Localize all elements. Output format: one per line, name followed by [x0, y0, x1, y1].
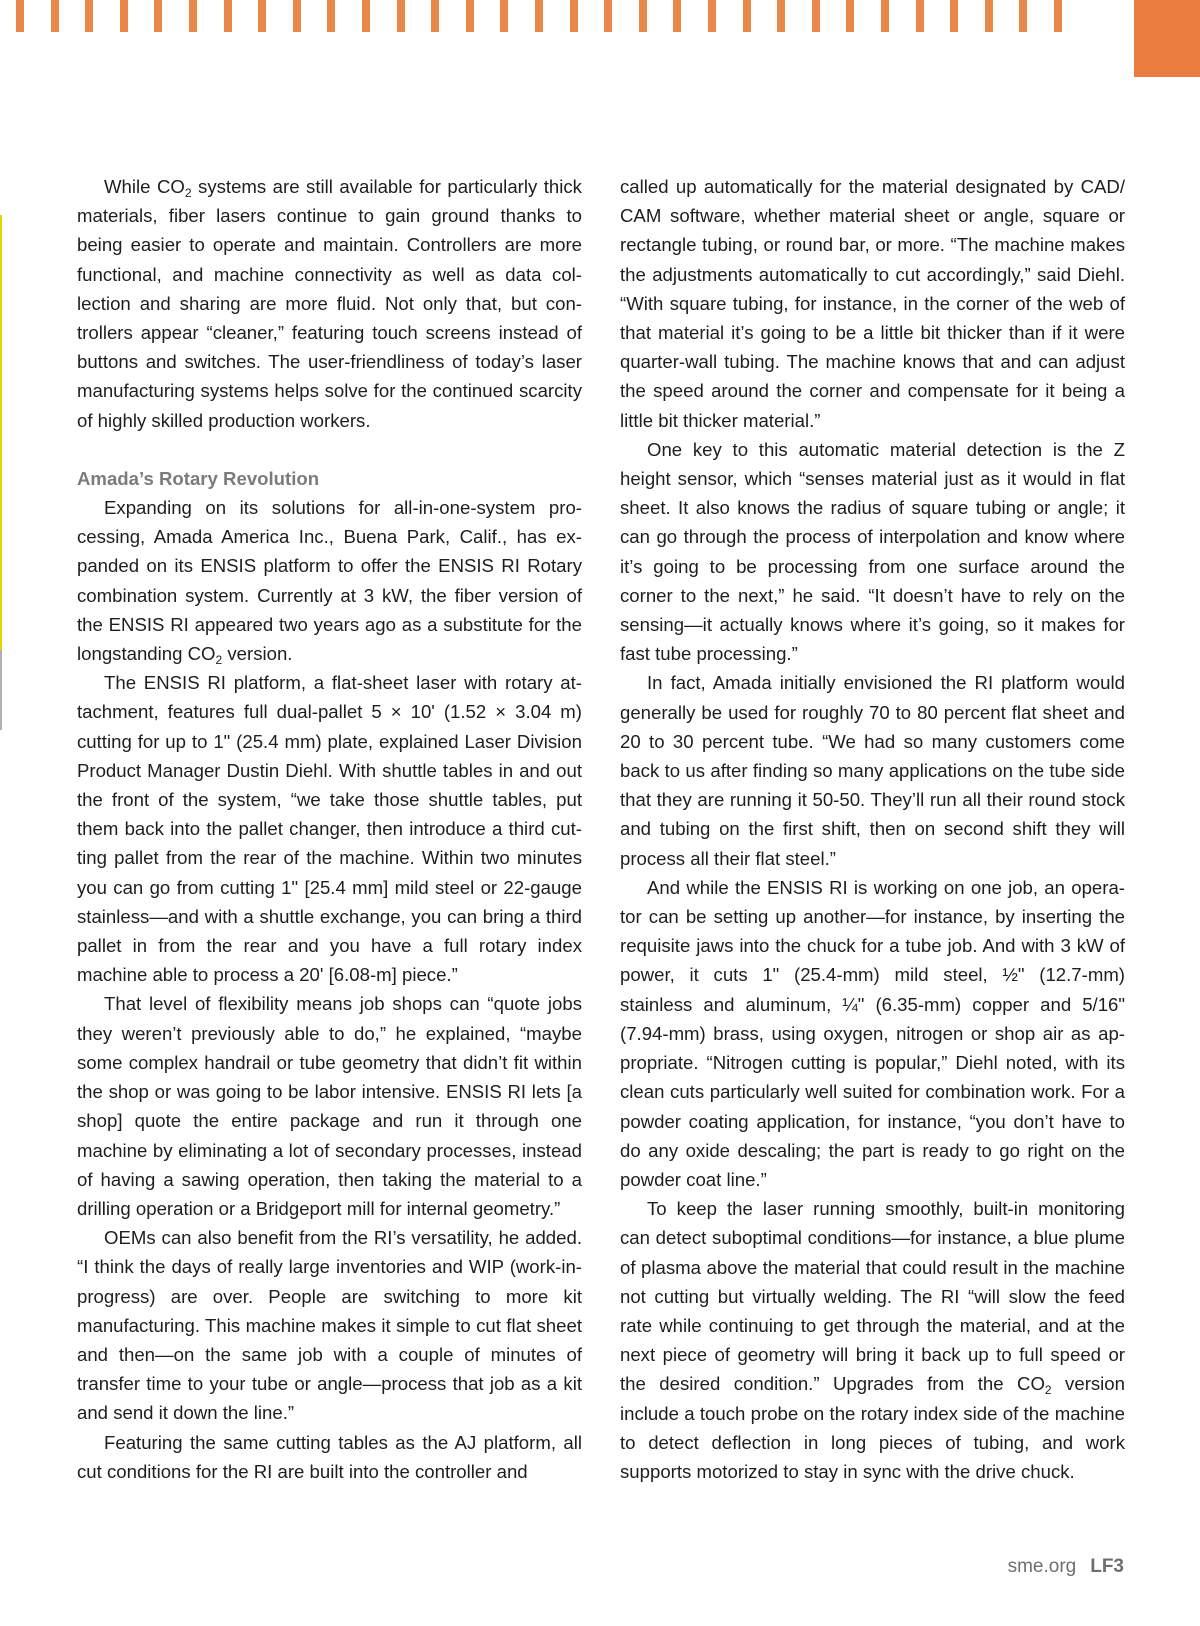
tick-mark [708, 0, 716, 32]
tick-mark [397, 0, 405, 32]
tick-mark [639, 0, 647, 32]
tick-mark [362, 0, 370, 32]
tick-mark [777, 0, 785, 32]
tick-mark [1054, 0, 1062, 32]
paragraph: OEMs can also benefit from the RI’s versatility, he added. “I think the days of really large inventories and WIP (work-in-progress) are over. People are switching to more kit manufacturing. This machine makes it simple to cut flat sheet and then—on the same job with a couple of minutes of transfer time to your tube or angle—process that job as a kit and send it down the line.” [77, 1227, 582, 1424]
tick-mark [189, 0, 197, 32]
tick-mark [985, 0, 993, 32]
paragraph: Featuring the same cutting tables as the AJ platform, all cut conditions for the RI are built into the controller and [77, 1431, 582, 1482]
tick-mark [812, 0, 820, 32]
paragraph: To keep the laser running smoothly, built-in monitoring can detect suboptimal conditions—for instance, a blue plume of plasma above the material that could result in the machine not cutting but virtually welding. The RI “will slow the feed rate while continuing to get through the material, and at the next piece of geometry will bring it back up to full speed or the desired condition.” Upgrades from the $CO_2$ version include a touch probe on the rotary index side of the machine to detect deflection in long pieces of tubing, and work supports motorized to stay in sync with the drive chuck. [620, 1198, 1125, 1482]
tick-mark [327, 0, 335, 32]
tick-mark [500, 0, 508, 32]
paragraph: Expanding on its solutions for all-in-one-system processing, Amada America Inc., Buena Park, Calif., has expanded on its ENSIS platform to offer the ENSIS RI Rotary combination system. Currently at 3 kW, the fiber version of the ENSIS RI appeared two years ago as a substitute for the longstanding $CO_2$ version. [77, 497, 582, 668]
paragraph: While $CO_2$ systems are still available for particularly thick materials, fiber lasers continue to gain ground thanks to being easier to operate and maintain. Controllers are more functional, and machine connectivity as well as data collection and sharing are more fluid. Not only that, but controllers appear “cleaner,” featuring touch screens instead of buttons and switches. The user-friendliness of today’s laser manufacturing systems helps solve for the continued scarcity of highly skilled production workers. [77, 176, 582, 431]
tick-mark [881, 0, 889, 32]
orange-corner-tab [1134, 0, 1200, 77]
tick-mark [570, 0, 578, 32]
right-column [620, 172, 1125, 1486]
tick-mark [916, 0, 924, 32]
tick-mark [258, 0, 266, 32]
page-edge-gray [0, 650, 2, 730]
tick-mark [604, 0, 612, 32]
tick-mark [293, 0, 301, 32]
tick-mark [535, 0, 543, 32]
tick-mark [16, 0, 24, 32]
section-heading: Amada’s Rotary Revolution [77, 467, 320, 489]
paragraph: called up automatically for the material designated by CAD/ CAM software, whether material sheet or angle, square or rectangle tubing, or round bar, or more. “The machine makes the adjustments automatically to cut accordingly,” said Diehl. “With square tubing, for instance, in the corner of the web of that material it’s going to be a little bit thicker than if it were quarter-wall tubing. The machine knows that and can adjust the speed around the corner and compensate for it being a little bit thicker material.” [620, 176, 1125, 431]
tick-mark [846, 0, 854, 32]
page-number: LF3 [1090, 1556, 1124, 1577]
tick-mark [950, 0, 958, 32]
paragraph: And while the ENSIS RI is working on one job, an operator can be setting up another—for instance, by inserting the requisite jaws into the chuck for a tube job. And with 3 kW of power, it cuts 1" (25.4-mm) mild steel, ½" (12.7-mm) stainless and aluminum, ¼" (6.35-mm) copper and 5/16" (7.94-mm) brass, using oxygen, nitrogen or shop air as appropriate. “Nitrogen cutting is popular,” Diehl noted, with its clean cuts particularly well suited for combination work. For a powder coating application, for instance, “you don’t have to do any oxide descaling; the part is ready to go right on the powder coat line.” [620, 876, 1125, 1190]
tick-mark [466, 0, 474, 32]
tick-mark [743, 0, 751, 32]
decorative-tick-border [0, 0, 1200, 40]
tick-mark [154, 0, 162, 32]
tick-mark [224, 0, 232, 32]
tick-mark [1019, 0, 1027, 32]
tick-mark [51, 0, 59, 32]
tick-mark [120, 0, 128, 32]
footer-site: sme.org [1007, 1556, 1077, 1577]
tick-mark [85, 0, 93, 32]
tick-mark [431, 0, 439, 32]
paragraph: That level of flexibility means job shops can “quote jobs they weren’t previously able to do,” he explained, “maybe some complex handrail or tube geometry that didn’t fit within the shop or was going to be labor intensive. ENSIS RI lets [a shop] quote the entire package and run it through one machine by eliminating a lot of secondary processes, instead of having a sawing operation, then taking the material to a drilling operation or a Bridgeport mill for internal geometry.” [77, 993, 582, 1219]
page-footer [1008, 1556, 1124, 1578]
page-edge-yellow [0, 215, 2, 655]
paragraph: The ENSIS RI platform, a flat-sheet laser with rotary attachment, features full dual-pallet 5 × 10' (1.52 × 3.04 m) cutting for up to 1" (25.4 mm) plate, explained Laser Division Product Manager Dustin Diehl. With shuttle tables in and out the front of the system, “we take those shuttle tables, put them back into the pallet changer, then introduce a third cutting pallet from the rear of the machine. Within two minutes you can go from cutting 1" [25.4 mm] mild steel or 22-gauge stainless—and with a shuttle exchange, you can bring a third pallet in from the rear and you have a full rotary index machine able to process a 20' [6.08-m] piece.” [77, 672, 582, 986]
left-column [77, 172, 582, 1486]
tick-mark [673, 0, 681, 32]
paragraph: One key to this automatic material detection is the Z height sensor, which “senses material just as it would in flat sheet. It also knows the radius of square tubing or angle; it can go through the process of interpolation and know where it’s going to be processing from one surface around the corner to the next,” he said. “It doesn’t have to rely on the sensing—it actually knows where it’s going, so it makes for fast tube processing.” [620, 438, 1125, 665]
paragraph: In fact, Amada initially envisioned the RI platform would generally be used for roughly 70 to 80 percent flat sheet and 20 to 30 percent tube. “We had so many customers come back to us after finding so many applications on the tube side that they are running it 50-50. They’ll run all their round stock and tubing on the first shift, then on second shift they will process all their flat steel.” [620, 672, 1125, 869]
